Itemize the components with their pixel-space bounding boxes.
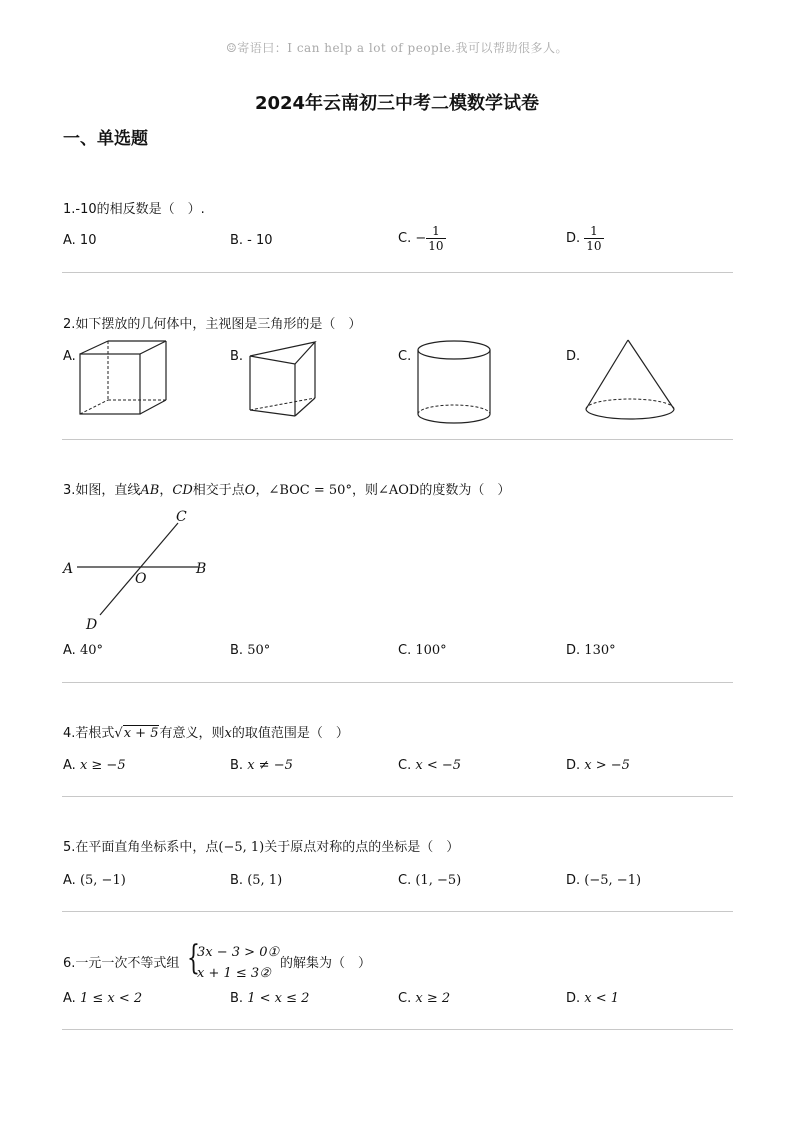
divider [62,272,733,273]
q5-option-b[interactable] [230,871,282,891]
q3-point-o: O [244,483,256,498]
option-label: B. [230,991,244,1006]
q1-option-a[interactable]: A. 10 [63,233,97,248]
label-a: A [63,561,74,577]
q3-option-d[interactable] [566,641,616,661]
divider [62,796,733,797]
q6-inequality-1: 3x − 3 > 0① [197,945,280,960]
label-d: D [86,617,98,633]
label-c: C [176,509,187,525]
q4-option-a[interactable] [63,756,126,776]
option-value: 1 ≤ x < 2 [79,991,143,1006]
option-value: x ≥ −5 [79,758,126,773]
q1-option-d-fraction [584,224,603,253]
option-label: C. [398,991,412,1006]
q1-option-d[interactable] [566,224,604,253]
q5-option-d[interactable] [566,871,641,891]
exam-title: 2024年云南初三中考二模数学试卷 [254,93,540,114]
cylinder-figure [414,338,494,428]
fraction-numerator: 1 [426,224,445,239]
question-4-stem [63,724,349,744]
q6-option-c[interactable] [398,989,450,1009]
q2-option-b[interactable]: B. [230,349,244,364]
q3-line-cd: CD [172,483,193,498]
q4-radical: √x + 5 [114,726,159,741]
q1-option-c-fraction [426,224,445,253]
q3-option-b[interactable] [230,641,270,661]
q3-angle-ask: ∠AOD [377,483,420,498]
q5-point: (−5, 1) [218,840,265,855]
q3-option-a[interactable] [63,641,103,661]
option-label: A. [63,873,76,888]
divider [62,439,733,440]
q4-option-d[interactable] [566,756,630,776]
option-value: x < 1 [584,991,620,1006]
q6-option-a[interactable] [63,989,142,1009]
option-label: D. [566,758,581,773]
option-label: A. [63,758,76,773]
option-value: 130° [584,643,616,658]
option-value: x ≥ 2 [415,991,451,1006]
option-label: D. [566,873,581,888]
option-label: B. [230,873,244,888]
q1-option-c[interactable] [398,224,446,253]
q5-stem-suffix: 关于原点对称的点的坐标是（ ） [264,840,460,855]
option-value: 50° [247,643,271,658]
option-label: C. [398,873,412,888]
q2-option-a[interactable]: A. [63,349,76,364]
q6-option-d[interactable] [566,989,619,1009]
option-value: x > −5 [584,758,630,773]
divider [62,682,733,683]
question-5-stem [63,838,459,858]
q3-option-c[interactable] [398,641,447,661]
option-value: (5, 1) [247,873,283,888]
q1-option-d-label: D. [566,231,581,246]
option-label: D. [566,991,581,1006]
q3-stem-suffix: 的度数为（ ） [419,483,511,498]
option-value: (1, −5) [415,873,462,888]
option-value: (5, −1) [79,873,126,888]
q3-stem-mid2: ，则 [351,483,378,498]
label-o: O [135,571,147,587]
option-value: x ≠ −5 [247,758,293,773]
label-b: B [196,561,207,577]
q2-option-d[interactable]: D. [566,349,581,364]
option-label: B. [230,643,244,658]
option-value: (−5, −1) [584,873,642,888]
option-label: A. [63,991,76,1006]
fraction-numerator: 1 [584,224,603,239]
q4-variable: x [224,726,232,741]
q5-option-a[interactable] [63,871,126,891]
section-title: 一、单选题 [63,129,148,149]
option-value: 1 < x ≤ 2 [247,991,310,1006]
q4-option-c[interactable] [398,756,461,776]
q2-option-c[interactable]: C. [398,349,412,364]
fraction-denominator: 10 [428,239,444,253]
question-1-stem: 1.-10的相反数是（ ）. [63,202,205,217]
q1-option-b[interactable]: B. - 10 [230,233,273,248]
option-label: A. [63,643,76,658]
q4-radicand: x + 5 [123,726,159,741]
q3-stem-prefix: 3.如图，直线 [63,483,141,498]
q6-stem-suffix: 的解集为（ ） [280,956,372,971]
option-value: 100° [415,643,447,658]
divider [62,911,733,912]
q3-stem-mid1: 相交于点 [192,483,245,498]
q1-option-c-minus: − [415,231,427,246]
q4-stem-suffix: 的取值范围是（ ） [231,726,349,741]
q6-inequality-2: x + 1 ≤ 3② [197,966,271,981]
cube-figure [78,338,170,418]
question-2-stem: 2.如下摆放的几何体中，主视图是三角形的是（ ） [63,317,362,332]
q4-stem-mid: 有意义，则 [159,726,225,741]
q1-option-c-label: C. [398,231,412,246]
question-3-stem [63,481,510,501]
q3-angle-expression: ∠BOC = 50° [268,483,352,498]
q6-option-b[interactable] [230,989,309,1009]
divider [62,1029,733,1030]
q4-stem-prefix: 4.若根式 [63,726,115,741]
system-brace: { [187,938,200,978]
option-label: D. [566,643,581,658]
cone-figure [582,338,678,428]
option-label: C. [398,758,412,773]
option-label: C. [398,643,412,658]
option-value: x < −5 [415,758,462,773]
q3-comma: ， [159,483,173,498]
q5-stem-prefix: 5.在平面直角坐标系中，点 [63,840,219,855]
q6-stem-prefix: 6.一元一次不等式组 [63,956,180,971]
intersecting-lines-figure [60,505,220,635]
option-label: B. [230,758,244,773]
fraction-denominator: 10 [586,239,602,253]
q3-comma2: ， [255,483,269,498]
q5-option-c[interactable] [398,871,461,891]
q3-line-ab: AB [140,483,160,498]
watermark: ☺寄语曰：I can help a lot of people.我可以帮助很多人。 [226,41,568,55]
prism-figure [247,338,319,418]
q4-option-b[interactable] [230,756,293,776]
option-value: 40° [79,643,103,658]
